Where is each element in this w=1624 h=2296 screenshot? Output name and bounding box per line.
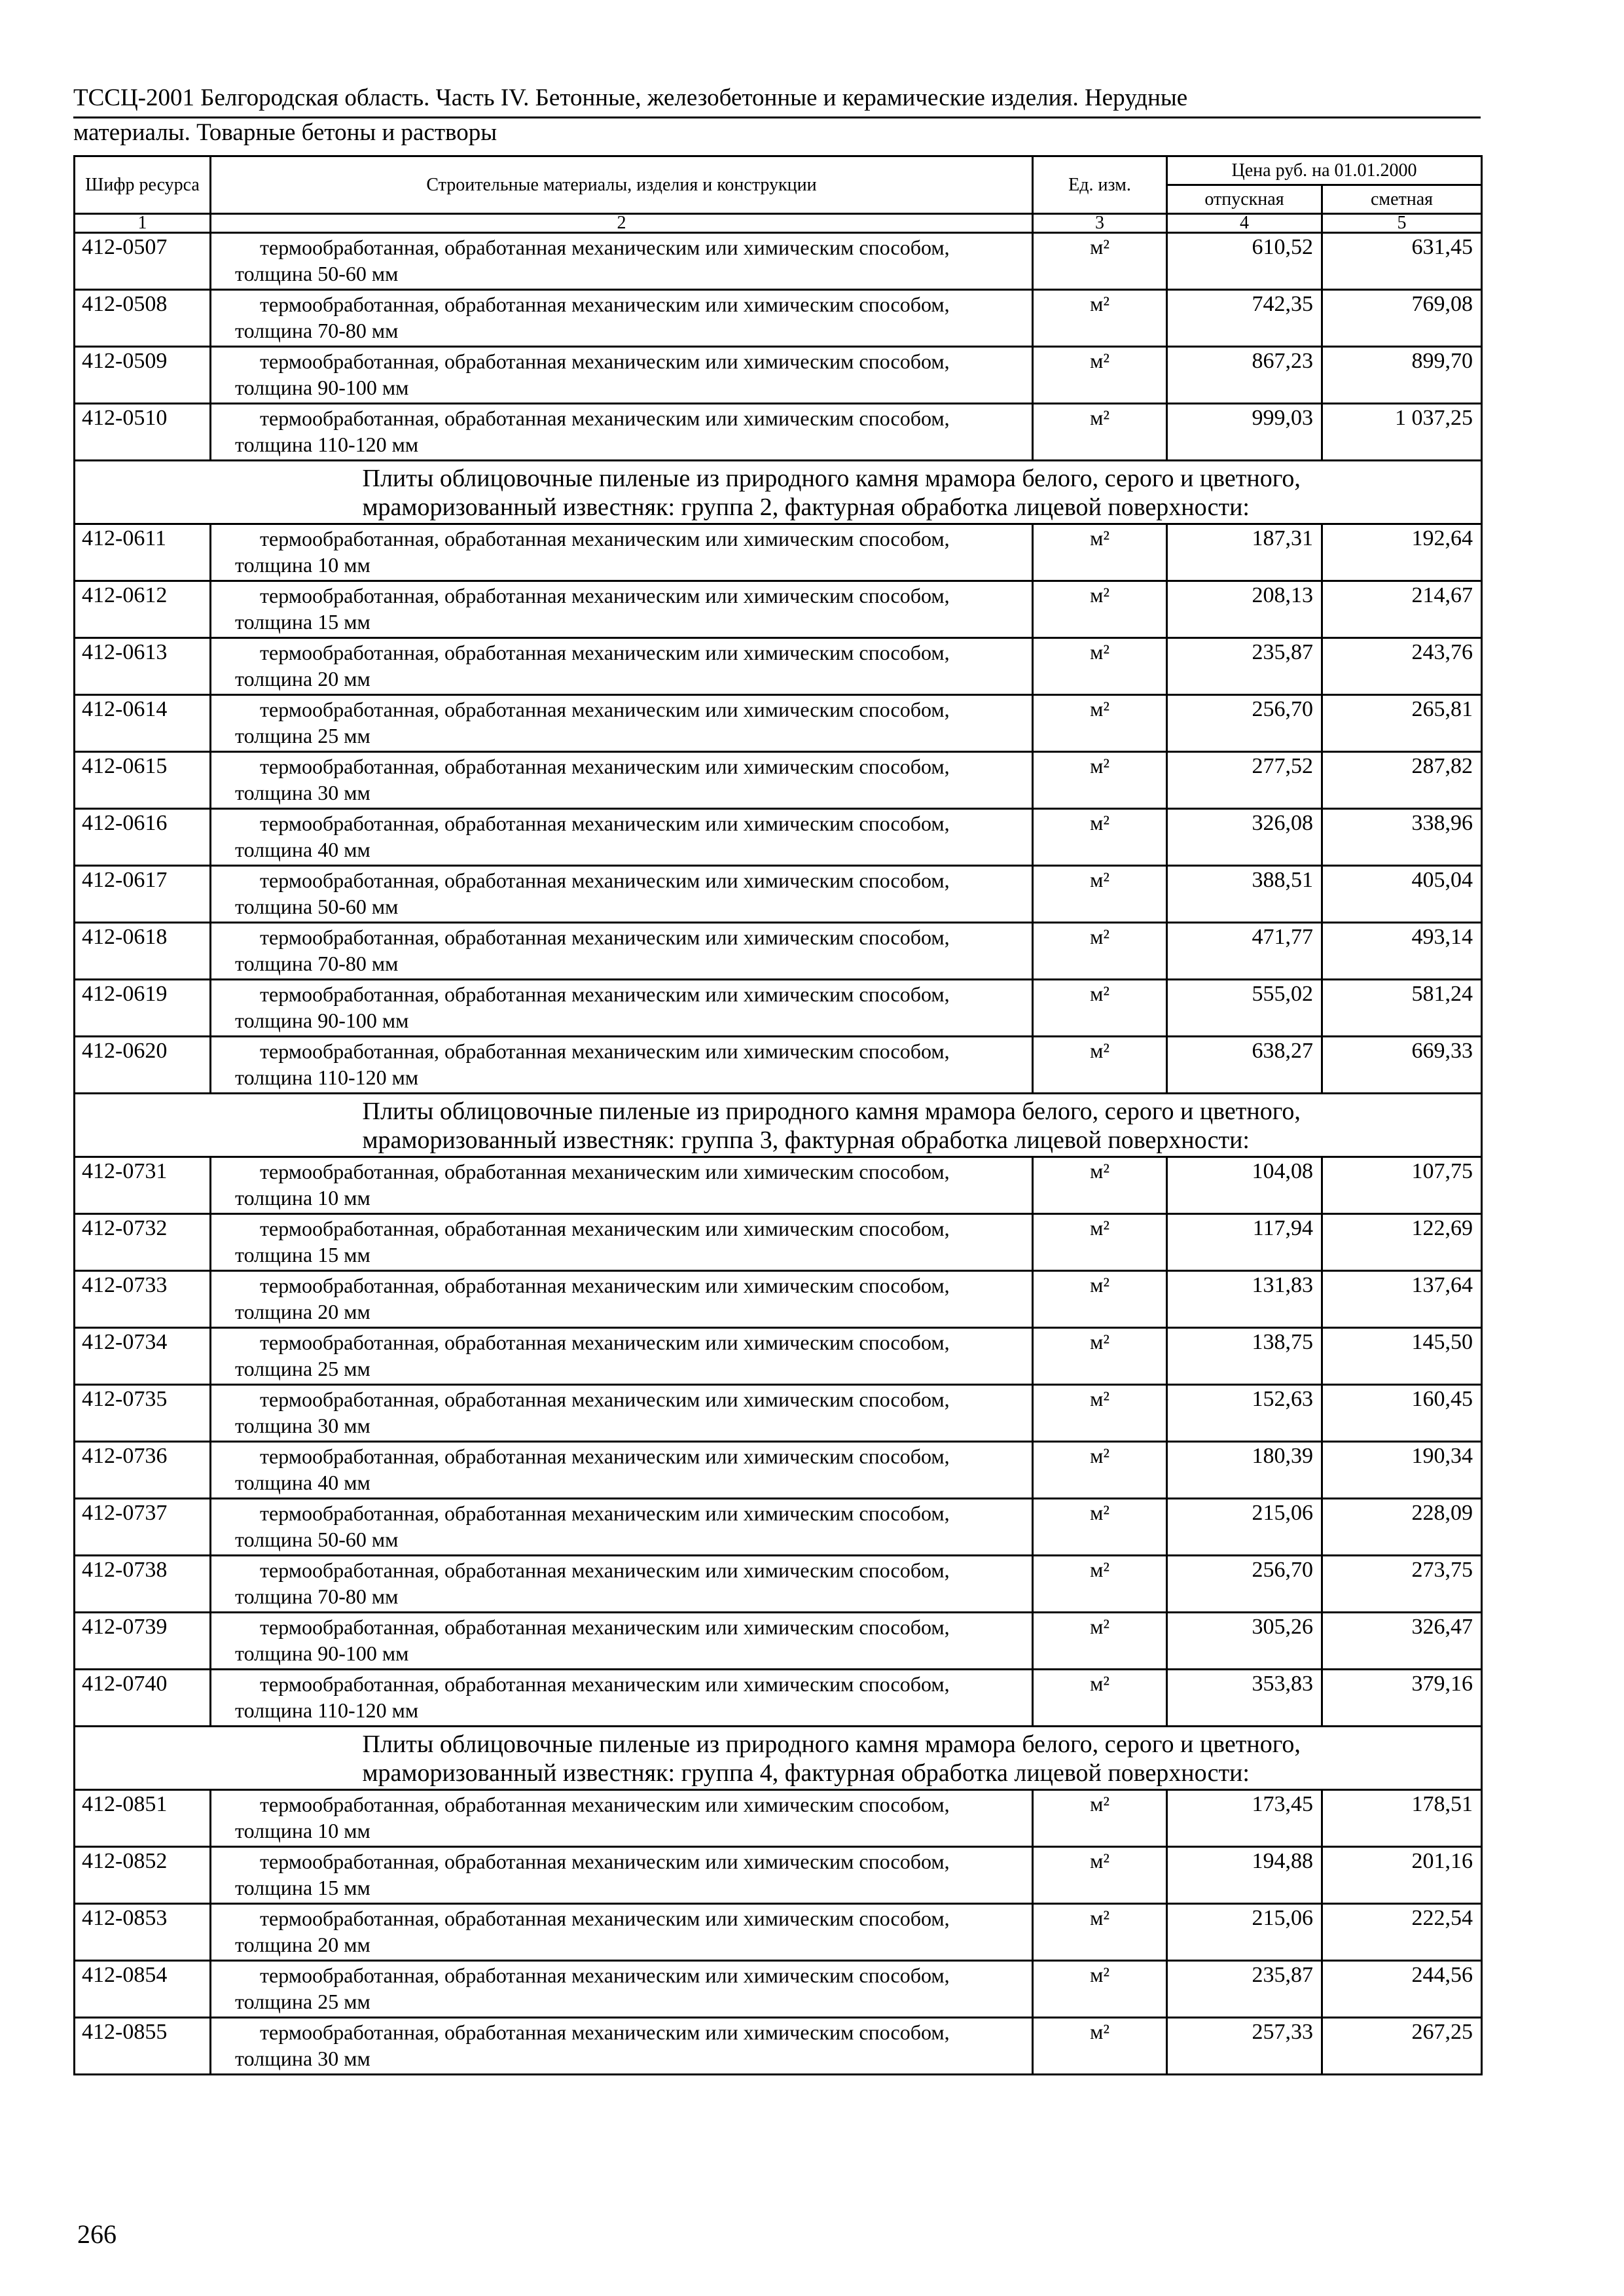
- material-description: термообработанная, обработанная механическим или химическим способом, толщина 70-80 мм: [211, 1556, 1033, 1613]
- resource-code: 412-0731: [75, 1157, 211, 1214]
- column-number-1: 1: [75, 214, 211, 233]
- estimate-price: 201,16: [1322, 1847, 1482, 1904]
- resource-code: 412-0611: [75, 524, 211, 581]
- release-price: 235,87: [1167, 638, 1322, 695]
- table-row: [75, 695, 1482, 752]
- material-description: термообработанная, обработанная механическим или химическим способом, толщина 10 мм: [211, 1790, 1033, 1847]
- estimate-price: 379,16: [1322, 1670, 1482, 1727]
- resource-code: 412-0612: [75, 581, 211, 638]
- release-price: 388,51: [1167, 866, 1322, 923]
- resource-code: 412-0619: [75, 980, 211, 1037]
- document-header-line-1: ТССЦ-2001 Белгородская область. Часть IV. Бетонные, железобетонные и керамические изделия. Нерудные: [73, 84, 1188, 111]
- release-price: 104,08: [1167, 1157, 1322, 1214]
- material-description: термообработанная, обработанная механическим или химическим способом, толщина 15 мм: [211, 1847, 1033, 1904]
- table-row: [75, 1961, 1482, 2018]
- table-row: [75, 1847, 1482, 1904]
- estimate-price: 631,45: [1322, 233, 1482, 290]
- table-row: [75, 1385, 1482, 1442]
- group-heading-row: [75, 1727, 1482, 1790]
- resource-code: 412-0509: [75, 347, 211, 404]
- table-row: [75, 404, 1482, 461]
- table-row: [75, 1556, 1482, 1613]
- table-row: [75, 866, 1482, 923]
- release-price: 555,02: [1167, 980, 1322, 1037]
- release-price: 215,06: [1167, 1904, 1322, 1961]
- price-table: [73, 155, 1483, 2075]
- resource-code: 412-0738: [75, 1556, 211, 1613]
- release-price: 173,45: [1167, 1790, 1322, 1847]
- table-row: [75, 1037, 1482, 1094]
- column-number-5: 5: [1322, 214, 1482, 233]
- resource-code: 412-0854: [75, 1961, 211, 2018]
- resource-code: 412-0614: [75, 695, 211, 752]
- release-price: 277,52: [1167, 752, 1322, 809]
- resource-code: 412-0734: [75, 1328, 211, 1385]
- resource-code: 412-0507: [75, 233, 211, 290]
- table-row: [75, 1271, 1482, 1328]
- release-price: 867,23: [1167, 347, 1322, 404]
- estimate-price: 190,34: [1322, 1442, 1482, 1499]
- material-description: термообработанная, обработанная механическим или химическим способом, толщина 50-60 мм: [211, 1499, 1033, 1556]
- unit-of-measure: м²: [1033, 1214, 1167, 1271]
- resource-code: 412-0737: [75, 1499, 211, 1556]
- column-header-release-price: отпускная: [1167, 185, 1322, 214]
- material-description: термообработанная, обработанная механическим или химическим способом, толщина 70-80 мм: [211, 290, 1033, 347]
- material-description: термообработанная, обработанная механическим или химическим способом, толщина 30 мм: [211, 2018, 1033, 2075]
- group-code-cell: [75, 1094, 211, 1157]
- estimate-price: 145,50: [1322, 1328, 1482, 1385]
- estimate-price: 267,25: [1322, 2018, 1482, 2075]
- release-price: 117,94: [1167, 1214, 1322, 1271]
- group-code-cell: [75, 1727, 211, 1790]
- material-description: термообработанная, обработанная механическим или химическим способом, толщина 110-120 мм: [211, 1670, 1033, 1727]
- release-price: 187,31: [1167, 524, 1322, 581]
- estimate-price: 107,75: [1322, 1157, 1482, 1214]
- estimate-price: 899,70: [1322, 347, 1482, 404]
- unit-of-measure: м²: [1033, 2018, 1167, 2075]
- material-description: термообработанная, обработанная механическим или химическим способом, толщина 50-60 мм: [211, 233, 1033, 290]
- material-description: термообработанная, обработанная механическим или химическим способом, толщина 90-100 мм: [211, 1613, 1033, 1670]
- table-row: [75, 1214, 1482, 1271]
- estimate-price: 338,96: [1322, 809, 1482, 866]
- release-price: 208,13: [1167, 581, 1322, 638]
- unit-of-measure: м²: [1033, 1157, 1167, 1214]
- release-price: 180,39: [1167, 1442, 1322, 1499]
- resource-code: 412-0735: [75, 1385, 211, 1442]
- document-header-line-2: материалы. Товарные бетоны и растворы: [73, 119, 497, 146]
- estimate-price: 287,82: [1322, 752, 1482, 809]
- unit-of-measure: м²: [1033, 233, 1167, 290]
- table-row: [75, 980, 1482, 1037]
- column-header-price: Цена руб. на 01.01.2000: [1167, 156, 1482, 185]
- table-row: [75, 1904, 1482, 1961]
- unit-of-measure: м²: [1033, 638, 1167, 695]
- unit-of-measure: м²: [1033, 581, 1167, 638]
- column-header-unit: Ед. изм.: [1033, 156, 1167, 214]
- resource-code: 412-0740: [75, 1670, 211, 1727]
- resource-code: 412-0739: [75, 1613, 211, 1670]
- release-price: 256,70: [1167, 695, 1322, 752]
- release-price: 638,27: [1167, 1037, 1322, 1094]
- unit-of-measure: м²: [1033, 866, 1167, 923]
- unit-of-measure: м²: [1033, 1904, 1167, 1961]
- resource-code: 412-0732: [75, 1214, 211, 1271]
- material-description: термообработанная, обработанная механическим или химическим способом, толщина 25 мм: [211, 1961, 1033, 2018]
- material-description: термообработанная, обработанная механическим или химическим способом, толщина 70-80 мм: [211, 923, 1033, 980]
- column-header-estimate-price: сметная: [1322, 185, 1482, 214]
- material-description: термообработанная, обработанная механическим или химическим способом, толщина 20 мм: [211, 1271, 1033, 1328]
- page-number: 266: [77, 2219, 117, 2249]
- unit-of-measure: м²: [1033, 347, 1167, 404]
- resource-code: 412-0853: [75, 1904, 211, 1961]
- unit-of-measure: м²: [1033, 1790, 1167, 1847]
- group-heading: Плиты облицовочные пиленые из природного камня мрамора белого, серого и цветного, мраморизованный известняк: группа 3, фактурная обработка лицевой поверхности:: [211, 1094, 1482, 1157]
- resource-code: 412-0618: [75, 923, 211, 980]
- unit-of-measure: м²: [1033, 1442, 1167, 1499]
- table-row: [75, 1157, 1482, 1214]
- table-row: [75, 1790, 1482, 1847]
- estimate-price: 178,51: [1322, 1790, 1482, 1847]
- group-heading: Плиты облицовочные пиленые из природного камня мрамора белого, серого и цветного, мраморизованный известняк: группа 2, фактурная обработка лицевой поверхности:: [211, 461, 1482, 524]
- unit-of-measure: м²: [1033, 809, 1167, 866]
- column-header-code: Шифр ресурса: [75, 156, 211, 214]
- resource-code: 412-0851: [75, 1790, 211, 1847]
- column-number-4: 4: [1167, 214, 1322, 233]
- release-price: 610,52: [1167, 233, 1322, 290]
- unit-of-measure: м²: [1033, 1847, 1167, 1904]
- table-row: [75, 923, 1482, 980]
- table-row: [75, 809, 1482, 866]
- release-price: 257,33: [1167, 2018, 1322, 2075]
- group-code-cell: [75, 461, 211, 524]
- material-description: термообработанная, обработанная механическим или химическим способом, толщина 30 мм: [211, 752, 1033, 809]
- material-description: термообработанная, обработанная механическим или химическим способом, толщина 40 мм: [211, 1442, 1033, 1499]
- release-price: 152,63: [1167, 1385, 1322, 1442]
- estimate-price: 214,67: [1322, 581, 1482, 638]
- estimate-price: 493,14: [1322, 923, 1482, 980]
- table-row: [75, 290, 1482, 347]
- material-description: термообработанная, обработанная механическим или химическим способом, толщина 25 мм: [211, 695, 1033, 752]
- resource-code: 412-0620: [75, 1037, 211, 1094]
- group-heading: Плиты облицовочные пиленые из природного камня мрамора белого, серого и цветного, мраморизованный известняк: группа 4, фактурная обработка лицевой поверхности:: [211, 1727, 1482, 1790]
- material-description: термообработанная, обработанная механическим или химическим способом, толщина 10 мм: [211, 1157, 1033, 1214]
- estimate-price: 273,75: [1322, 1556, 1482, 1613]
- unit-of-measure: м²: [1033, 404, 1167, 461]
- resource-code: 412-0733: [75, 1271, 211, 1328]
- table-body: [75, 233, 1482, 2075]
- unit-of-measure: м²: [1033, 1328, 1167, 1385]
- resource-code: 412-0852: [75, 1847, 211, 1904]
- material-description: термообработанная, обработанная механическим или химическим способом, толщина 90-100 мм: [211, 980, 1033, 1037]
- resource-code: 412-0613: [75, 638, 211, 695]
- estimate-price: 326,47: [1322, 1613, 1482, 1670]
- unit-of-measure: м²: [1033, 1271, 1167, 1328]
- release-price: 305,26: [1167, 1613, 1322, 1670]
- release-price: 256,70: [1167, 1556, 1322, 1613]
- table-row: [75, 1670, 1482, 1727]
- table-row: [75, 1328, 1482, 1385]
- resource-code: 412-0736: [75, 1442, 211, 1499]
- unit-of-measure: м²: [1033, 1385, 1167, 1442]
- unit-of-measure: м²: [1033, 923, 1167, 980]
- material-description: термообработанная, обработанная механическим или химическим способом, толщина 110-120 мм: [211, 404, 1033, 461]
- unit-of-measure: м²: [1033, 524, 1167, 581]
- resource-code: 412-0855: [75, 2018, 211, 2075]
- release-price: 742,35: [1167, 290, 1322, 347]
- unit-of-measure: м²: [1033, 290, 1167, 347]
- estimate-price: 769,08: [1322, 290, 1482, 347]
- column-header-name: Строительные материалы, изделия и конструкции: [211, 156, 1033, 214]
- material-description: термообработанная, обработанная механическим или химическим способом, толщина 25 мм: [211, 1328, 1033, 1385]
- unit-of-measure: м²: [1033, 980, 1167, 1037]
- unit-of-measure: м²: [1033, 752, 1167, 809]
- resource-code: 412-0615: [75, 752, 211, 809]
- estimate-price: 669,33: [1322, 1037, 1482, 1094]
- estimate-price: 1 037,25: [1322, 404, 1482, 461]
- estimate-price: 405,04: [1322, 866, 1482, 923]
- column-number-3: 3: [1033, 214, 1167, 233]
- material-description: термообработанная, обработанная механическим или химическим способом, толщина 15 мм: [211, 1214, 1033, 1271]
- unit-of-measure: м²: [1033, 1037, 1167, 1094]
- material-description: термообработанная, обработанная механическим или химическим способом, толщина 40 мм: [211, 809, 1033, 866]
- unit-of-measure: м²: [1033, 1613, 1167, 1670]
- release-price: 326,08: [1167, 809, 1322, 866]
- estimate-price: 265,81: [1322, 695, 1482, 752]
- resource-code: 412-0616: [75, 809, 211, 866]
- release-price: 131,83: [1167, 1271, 1322, 1328]
- table-row: [75, 1499, 1482, 1556]
- estimate-price: 192,64: [1322, 524, 1482, 581]
- release-price: 235,87: [1167, 1961, 1322, 2018]
- release-price: 999,03: [1167, 404, 1322, 461]
- release-price: 194,88: [1167, 1847, 1322, 1904]
- material-description: термообработанная, обработанная механическим или химическим способом, толщина 110-120 мм: [211, 1037, 1033, 1094]
- table-row: [75, 347, 1482, 404]
- column-number-2: 2: [211, 214, 1033, 233]
- release-price: 471,77: [1167, 923, 1322, 980]
- table-row: [75, 638, 1482, 695]
- group-heading-row: [75, 1094, 1482, 1157]
- estimate-price: 222,54: [1322, 1904, 1482, 1961]
- table-row: [75, 1613, 1482, 1670]
- material-description: термообработанная, обработанная механическим или химическим способом, толщина 50-60 мм: [211, 866, 1033, 923]
- estimate-price: 581,24: [1322, 980, 1482, 1037]
- release-price: 215,06: [1167, 1499, 1322, 1556]
- unit-of-measure: м²: [1033, 1670, 1167, 1727]
- resource-code: 412-0617: [75, 866, 211, 923]
- material-description: термообработанная, обработанная механическим или химическим способом, толщина 90-100 мм: [211, 347, 1033, 404]
- table-row: [75, 1442, 1482, 1499]
- estimate-price: 160,45: [1322, 1385, 1482, 1442]
- estimate-price: 137,64: [1322, 1271, 1482, 1328]
- unit-of-measure: м²: [1033, 695, 1167, 752]
- table-row: [75, 581, 1482, 638]
- group-heading-row: [75, 461, 1482, 524]
- unit-of-measure: м²: [1033, 1556, 1167, 1613]
- resource-code: 412-0508: [75, 290, 211, 347]
- release-price: 138,75: [1167, 1328, 1322, 1385]
- material-description: термообработанная, обработанная механическим или химическим способом, толщина 15 мм: [211, 581, 1033, 638]
- material-description: термообработанная, обработанная механическим или химическим способом, толщина 20 мм: [211, 638, 1033, 695]
- material-description: термообработанная, обработанная механическим или химическим способом, толщина 20 мм: [211, 1904, 1033, 1961]
- estimate-price: 243,76: [1322, 638, 1482, 695]
- estimate-price: 122,69: [1322, 1214, 1482, 1271]
- unit-of-measure: м²: [1033, 1499, 1167, 1556]
- unit-of-measure: м²: [1033, 1961, 1167, 2018]
- estimate-price: 228,09: [1322, 1499, 1482, 1556]
- material-description: термообработанная, обработанная механическим или химическим способом, толщина 10 мм: [211, 524, 1033, 581]
- table-row: [75, 2018, 1482, 2075]
- resource-code: 412-0510: [75, 404, 211, 461]
- table-row: [75, 752, 1482, 809]
- material-description: термообработанная, обработанная механическим или химическим способом, толщина 30 мм: [211, 1385, 1033, 1442]
- table-row: [75, 524, 1482, 581]
- release-price: 353,83: [1167, 1670, 1322, 1727]
- table-row: [75, 233, 1482, 290]
- estimate-price: 244,56: [1322, 1961, 1482, 2018]
